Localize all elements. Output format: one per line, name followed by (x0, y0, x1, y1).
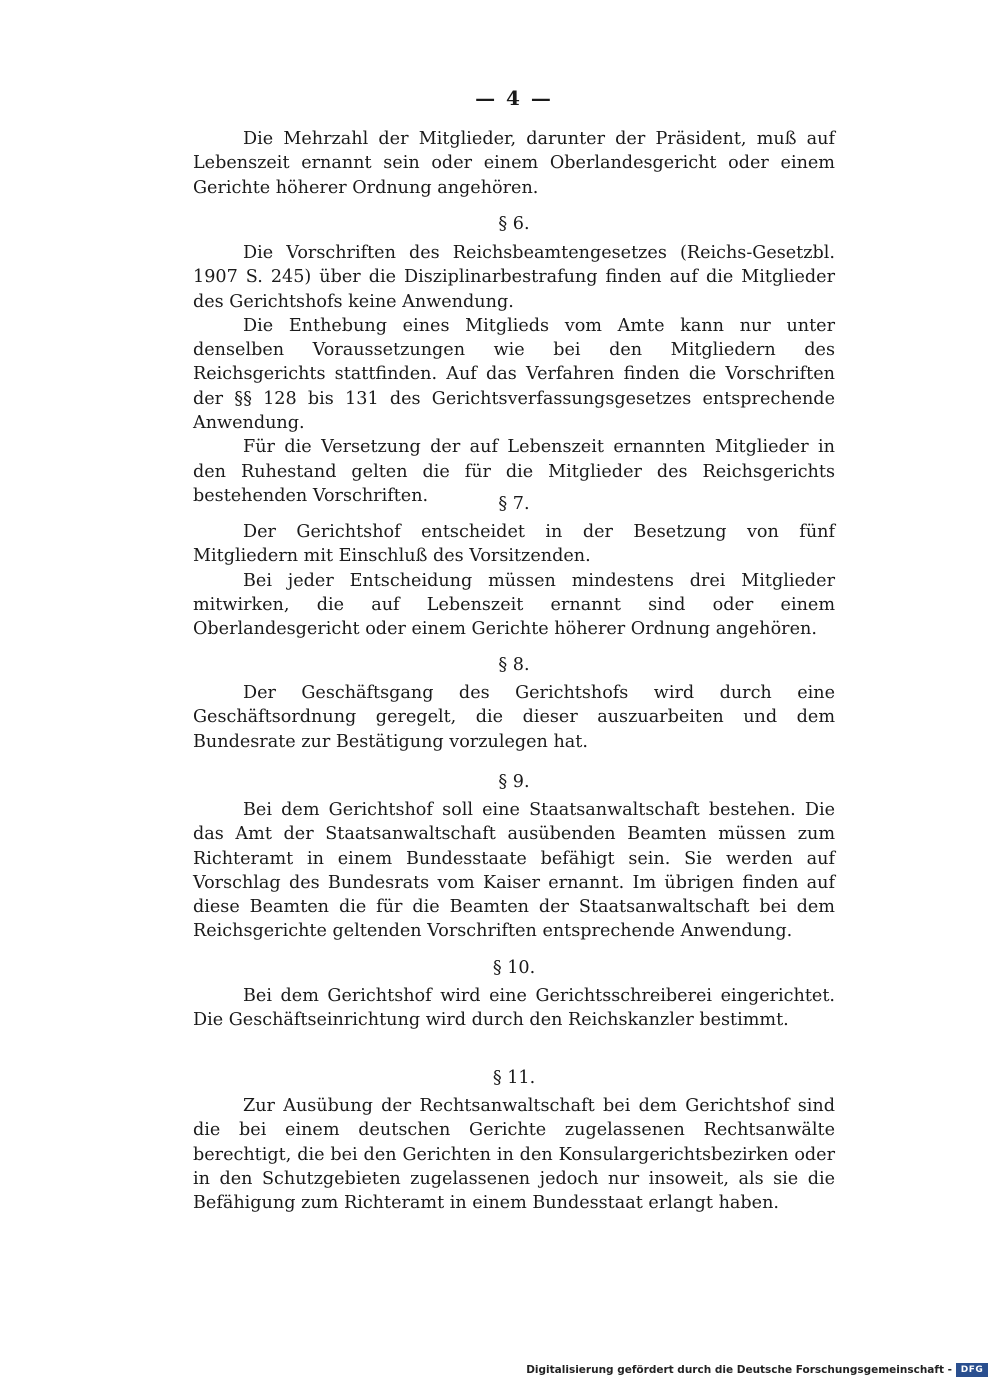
paragraph: Bei jeder Entscheidung müssen mindestens drei Mitglieder mitwirken, die auf Lebenszeit ernannt sind oder einem Oberlandesgericht oder einem Gerichte höherer Ordnung angehören. (193, 570, 835, 640)
digitization-footer (526, 1363, 988, 1377)
paragraph: Die Mehrzahl der Mitglieder, darunter der Präsident, muß auf Lebenszeit ernannt sein oder einem Oberlandesgericht oder einem Gerichte höherer Ordnung angehören. (193, 129, 835, 198)
section-9 (193, 798, 835, 944)
paragraph: Bei dem Gerichtshof soll eine Staatsanwaltschaft bestehen. Die das Amt der Staatsanwaltschaft ausübenden Beamten müssen zum Richteramt in einem Bundesstaate befähigt sein. Sie werden auf Vorschlag des Bundesrats vom Kaiser ernannt. Im übrigen finden auf diese Beamten die für die Beamten der Staatsanwaltschaft bei dem Reichsgerichte geltenden Vorschriften entsprechende Anwendung. (193, 800, 835, 942)
paragraph: Die Vorschriften des Reichsbeamtengesetzes (Reichs-Gesetzbl. 1907 S. 245) über die Disziplinarbestrafung finden auf die Mitglieder des Gerichtshofs keine Anwendung. (193, 243, 835, 312)
section-heading-10: § 10. (492, 958, 536, 978)
intro-block (193, 127, 835, 200)
paragraph: Zur Ausübung der Rechtsanwaltschaft bei dem Gerichtshof sind die bei einem deutschen Gerichte zugelassenen Rechtsanwälte berechtigt, die bei den Gerichten in den Konsulargerichtsbezirken oder in den Schutzgebieten zugelassenen jedoch nur insoweit, als sie die Befähigung zum Richteramt in einem Bundesstaat erlangt haben. (193, 1096, 835, 1214)
paragraph: Bei dem Gerichtshof wird eine Gerichtsschreiberei eingerichtet. Die Geschäftseinrichtung wird durch den Reichskanzler bestimmt. (193, 986, 835, 1031)
page-number: — 4 — (475, 86, 553, 110)
paragraph: Die Enthebung eines Mitglieds vom Amte kann nur unter denselben Voraussetzungen wie bei den Mitgliedern des Reichsgerichts stattfinden. Auf das Verfahren finden die Vorschriften der §§ 128 bis 131 des Gerichtsverfassungsgesetzes entsprechende Anwendung. (193, 315, 835, 434)
footer-text: Digitalisierung gefördert durch die Deutsche Forschungsgemeinschaft - (526, 1364, 952, 1376)
section-heading-11: § 11. (492, 1068, 536, 1088)
document-page (193, 0, 835, 1383)
paragraph: Der Gerichtshof entscheidet in der Besetzung von fünf Mitgliedern mit Einschluß des Vorsitzenden. (193, 522, 835, 567)
section-heading-8: § 8. (498, 655, 530, 675)
section-heading-6: § 6. (498, 214, 530, 234)
dfg-logo: DFG (956, 1363, 988, 1377)
section-6 (193, 241, 835, 508)
section-7 (193, 520, 835, 641)
paragraph: Der Geschäftsgang des Gerichtshofs wird durch eine Geschäftsordnung geregelt, die dieser auszuarbeiten und dem Bundesrate zur Bestätigung vorzulegen hat. (193, 683, 835, 752)
section-heading-9: § 9. (498, 772, 530, 792)
paragraph: Für die Versetzung der auf Lebenszeit ernannten Mitglieder in den Ruhestand gelten die für die Mitglieder des Reichsgerichts bestehenden Vorschriften. (193, 437, 835, 506)
section-heading-7: § 7. (498, 494, 530, 514)
section-11 (193, 1094, 835, 1215)
section-10 (193, 984, 835, 1033)
section-8 (193, 681, 835, 754)
